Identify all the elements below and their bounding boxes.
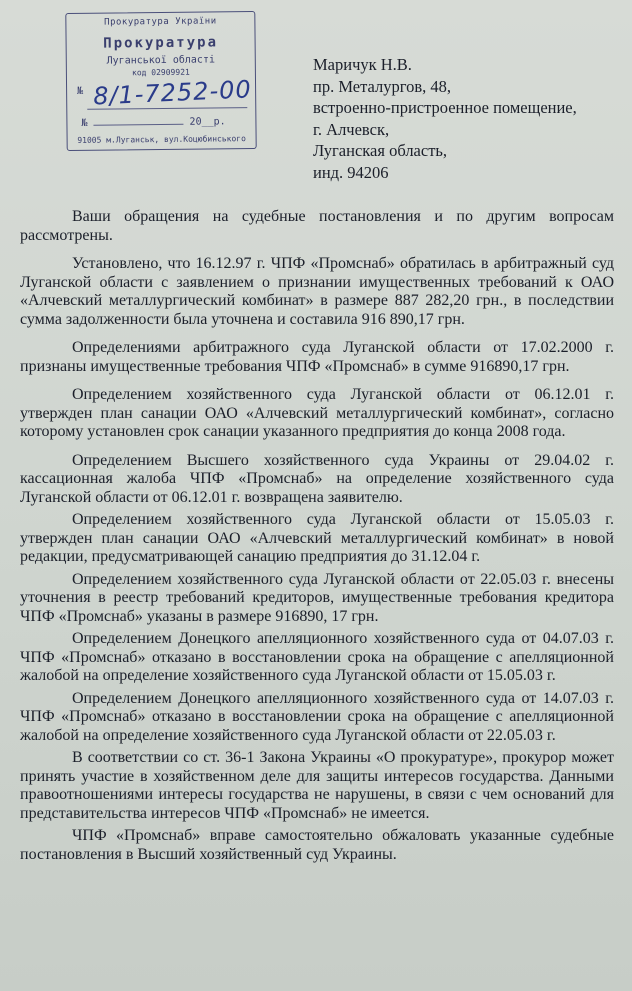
letter-body [20, 208, 614, 868]
addressee-city: г. Алчевск, [313, 119, 390, 139]
stamp-header: Прокуратура України [104, 16, 217, 28]
outgoing-number: 8/1-7252-00 [92, 75, 253, 111]
addressee-block [313, 54, 623, 183]
paragraph-sanation-new: Определением хозяйственного суда Луганской области от 15.05.03 г. утвержден план санации ОАО «Алчевский металлургический комбинат» в новой редакции, предусматривающей санацию предприятия до 31.12.04 г. [20, 511, 614, 565]
stamp-organization: Прокуратура [103, 34, 219, 52]
stamp-date-tail: 20__р. [189, 116, 226, 128]
registration-stamp [65, 11, 256, 151]
stamp-second-number-label [81, 116, 225, 129]
paragraph-appeal-2: Определением Донецкого апелляционного хозяйственного суда от 14.07.03 г. ЧПФ «Промснаб» отказано в восстановлении срока на обращение с апелляционной жалобой на определение хозяйственного суда Луганской области от 22.05.03 г. [20, 689, 614, 744]
paragraph-creditor-register: Определением хозяйственного суда Луганской области от 22.05.03 г. внесены уточнения в реестр требований кредиторов, имущественные требования кредитора ЧПФ «Промснаб» указаны в размере 916890, 17 грн. [20, 570, 614, 625]
stamp-number-label: № [77, 85, 84, 97]
paragraph-appeal-1: Определением Донецкого апелляционного хозяйственного суда от 04.07.03 г. ЧПФ «Промснаб» отказано в восстановлении срока на обращение с апелляционной жалобой на определение хозяйственного суда Луганской области от 15.05.03 г. [20, 630, 614, 684]
paragraph-sanation-plan: Определением хозяйственного суда Луганской области от 06.12.01 г. утвержден план санации ОАО «Алчевский металлургический комбинат», согласно которому установлен срок санации указанного предприятия до конца 2008 года. [20, 386, 614, 440]
paragraph-claim: Установлено, что 16.12.97 г. ЧПФ «Промснаб» обратилась в арбитражный суд Луганской области с заявлением о признании имущественных требований к ОАО «Алчевский металлургический комбинат» в размере 887 282,20 грн., в последствии сумма задолженности была уточнена и составила 916 890,17 грн. [20, 255, 614, 328]
stamp-code: код 02909921 [131, 67, 190, 78]
paragraph-arbitration-ruling: Определениями арбитражного суда Луганской области от 17.02.2000 г. признаны имущественные требования ЧПФ «Промснаб» в сумме 916890,17 грн. [20, 339, 614, 375]
paragraph-intro: Ваши обращения на судебные постановления и по другим вопросам рассмотрены. [20, 208, 614, 244]
paragraph-conclusion: ЧПФ «Промснаб» вправе самостоятельно обжаловать указанные судебные постановления в Высший хозяйственный суд Украины. [20, 827, 614, 863]
addressee-street: пр. Металургов, 48, [313, 76, 451, 96]
paragraph-prosecutor-law: В соответствии со ст. 36-1 Закона Украины «О прокуратуре», прокурор может принять участие в хозяйственном деле для защиты интересов государства. Данными правоотношениями интересы государства не нарушены, в связи с чем оснований для представительства интересов ЧПФ «Промснаб» не имеется. [20, 749, 614, 822]
paragraph-cassation: Определением Высшего хозяйственного суда Украины от 29.04.02 г. кассационная жалоба ЧПФ «Промснаб» на определение хозяйственного суда Луганской области от 06.12.01 г. возвращена заявителю. [20, 451, 614, 506]
addressee-region: Луганская область, [313, 141, 448, 160]
stamp-no-line: № [81, 117, 88, 129]
stamp-address: 91005 м.Луганськ, вул.Коцюбинського [77, 134, 246, 145]
stamp-region: Луганської області [106, 54, 216, 67]
addressee-premises: встроенно-пристроенное помещение, [313, 98, 577, 117]
addressee-name: Маричук Н.В. [313, 55, 412, 74]
addressee-postcode: инд. 94206 [313, 162, 389, 182]
